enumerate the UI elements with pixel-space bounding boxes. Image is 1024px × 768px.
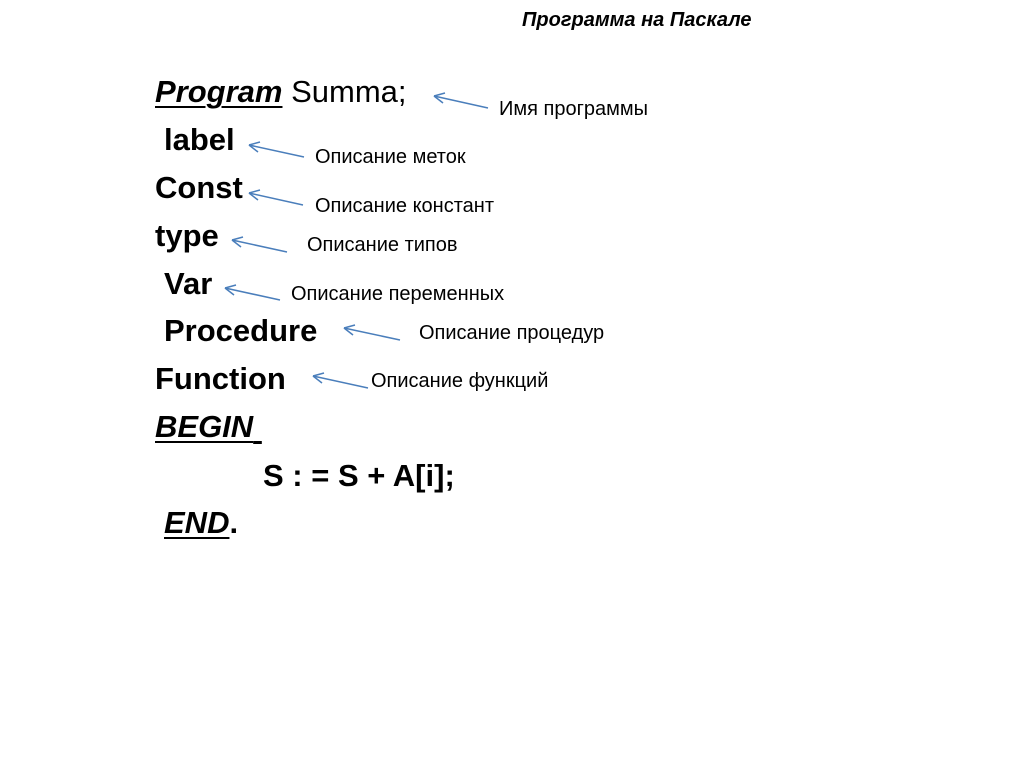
code-line-procedure: Procedure (164, 313, 318, 348)
code-line-function: Function (155, 361, 286, 396)
program-keyword: Program (155, 74, 283, 109)
arrow-functions (313, 373, 368, 388)
code-line-begin (155, 411, 262, 442)
annotation-variables: Описание переменных (291, 283, 505, 305)
annotation-types: Описание типов (307, 234, 458, 256)
code-line-statement: S : = S + A[i]; (263, 458, 455, 493)
code-line-label: label (164, 122, 235, 157)
end-dot: . (229, 505, 239, 540)
annotation-labels: Описание меток (315, 146, 466, 168)
program-name: Summa; (291, 74, 407, 109)
begin-keyword: BEGIN (155, 409, 254, 444)
annotation-functions: Описание функций (371, 370, 549, 392)
end-keyword: END (164, 505, 230, 540)
code-line-end (164, 507, 238, 538)
arrow-types (232, 237, 287, 252)
code-line-program (155, 76, 407, 107)
annotation-procedures: Описание процедур (419, 322, 605, 344)
slide-title: Программа на Паскале (522, 9, 752, 31)
annotation-program-name: Имя программы (499, 98, 649, 120)
annotation-constants: Описание констант (315, 195, 494, 217)
code-line-var: Var (164, 266, 213, 301)
arrow-program-name (434, 93, 488, 108)
code-line-type: type (155, 218, 219, 253)
arrow-labels (249, 142, 304, 157)
arrow-variables (225, 285, 280, 300)
arrow-constants (249, 190, 303, 205)
arrow-procedures (344, 325, 400, 340)
code-line-const: Const (155, 170, 243, 205)
